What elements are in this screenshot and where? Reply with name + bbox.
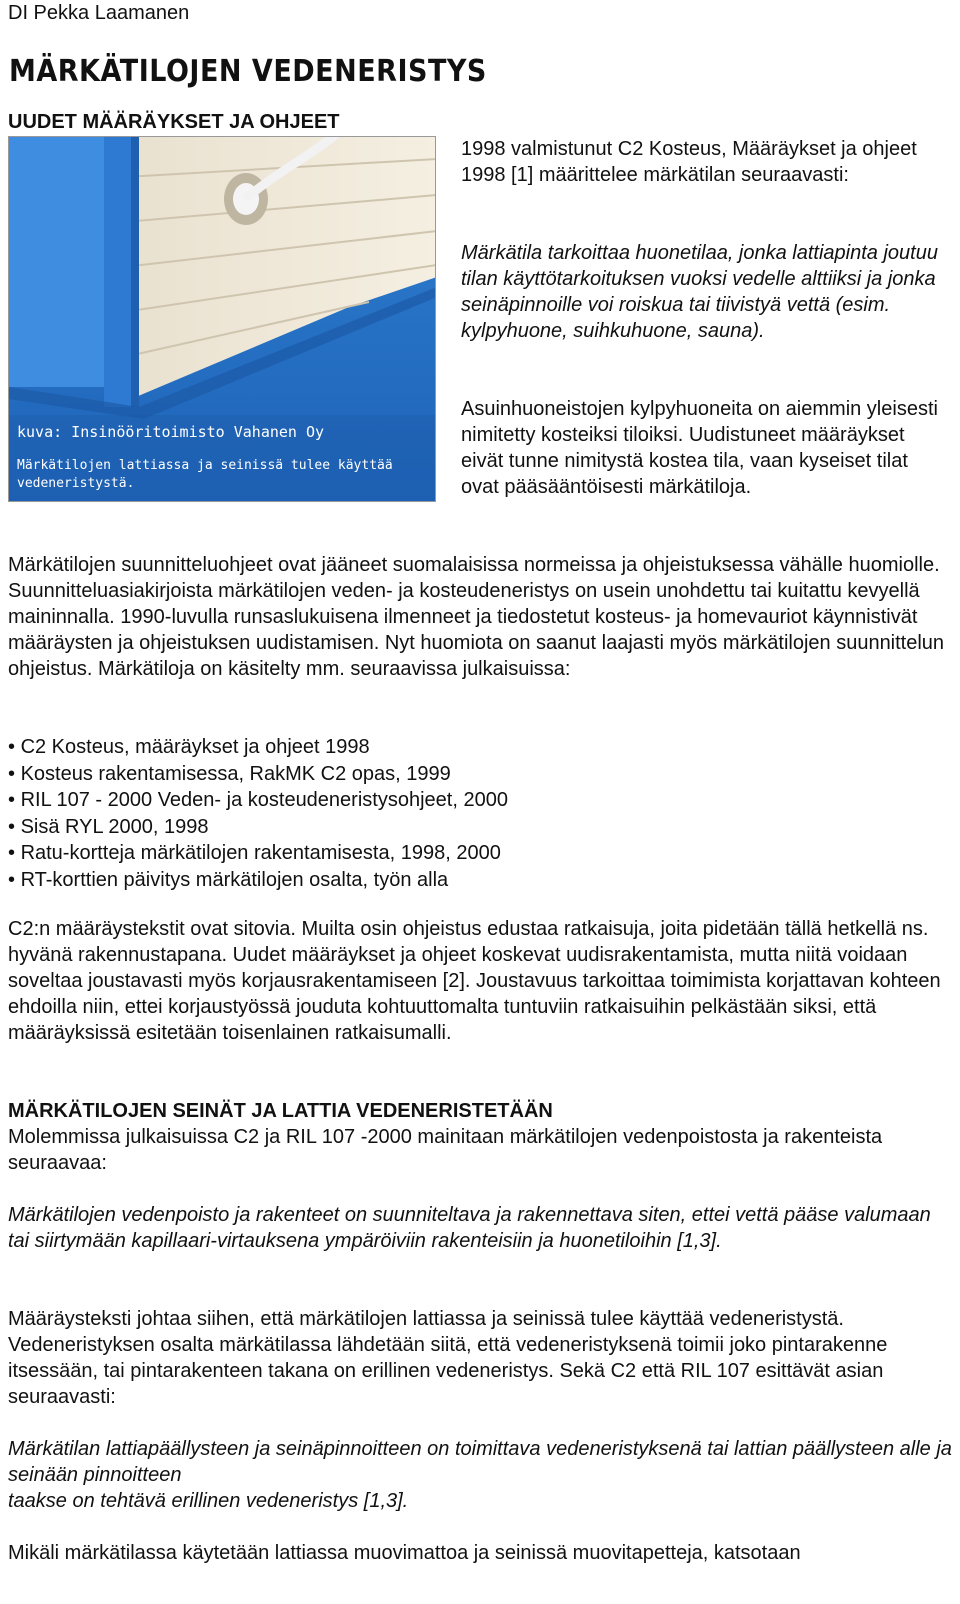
section-heading-walls-floor: MÄRKÄTILOJEN SEINÄT JA LATTIA VEDENERISTETÄÄN: [8, 1100, 553, 1122]
list-item: • C2 Kosteus, määräykset ja ohjeet 1998: [8, 734, 953, 761]
bathroom-photo: [8, 136, 436, 502]
list-item: • Ratu-kortteja märkätilojen rakentamisesta, 1998, 2000: [8, 840, 953, 867]
banner-title: MÄRKÄTILOJEN VEDENERISTYS: [9, 54, 487, 89]
list-item: • Sisä RYL 2000, 1998: [8, 814, 953, 841]
section2-intro: Molemmissa julkaisuissa C2 ja RIL 107 -2000 mainitaan märkätilojen vedenpoistosta ja rakenteista seuraavaa:: [8, 1126, 883, 1174]
intro-paragraph: 1998 valmistunut C2 Kosteus, Määräykset ja ohjeet 1998 [1] määrittelee märkätilan seuraavasti:: [461, 138, 917, 186]
body-paragraph-4: Mikäli märkätilassa käytetään lattiassa muovimattoa ja seinissä muovitapetteja, katsotaan: [8, 1542, 801, 1564]
body-paragraph-2: C2:n määräystekstit ovat sitovia. Muilta osin ohjeistus edustaa ratkaisuja, joita pidetään tällä hetkellä ns. hyvänä rakennustapana. Uudet määräykset ja ohjeet koskevat uudisrakentamista, mutta niitä voidaan soveltaa joustavasti myös korjausrakentamiseen [2]. Joustavuus tarkoittaa toimimista korjattavan kohteen ehdoilla niin, ettei korjaustyössä jouduta kohtuuttomalta tuntuviin ratkaisuihin pelkästään siksi, että määräyksissä esitetään toisenlainen ratkaisumalli.: [8, 918, 941, 1044]
quote-waterproofing: [8, 1436, 953, 1514]
quote-waterproofing-line-2: taakse on tehtävä erillinen vedeneristys [1,3].: [8, 1490, 409, 1512]
publications-list: [8, 734, 953, 894]
wet-room-definition: Märkätila tarkoittaa huonetilaa, jonka lattiapinta joutuu tilan käyttötarkoituksen vuoksi vedelle alttiiksi ja jonka seinäpinnoille voi roiskua tai tiivistyä vettä (esim. kylpyhuone, suihkuhuone, sauna).: [461, 242, 938, 342]
photo-caption-line-1: Märkätilojen lattiassa ja seinissä tulee käyttää: [17, 458, 393, 473]
terminology-note: Asuinhuoneistojen kylpyhuoneita on aiemmin yleisesti nimitetty kosteiksi tiloiksi. Uudistuneet määräykset eivät tunne nimitystä kostea tila, vaan kyseiset tilat ovat pääsääntöisesti märkätiloja.: [461, 398, 938, 498]
photo-caption-credit: kuva: Insinööritoimisto Vahanen Oy: [17, 423, 325, 441]
quote-drainage: Märkätilojen vedenpoisto ja rakenteet on suunniteltava ja rakennettava siten, ettei vettä pääse valumaan tai siirtymään kapillaari-virtauksena ympäröiviin rakenteisiin ja huonetiloihin [1,3].: [8, 1204, 931, 1252]
photo-caption-line-2: vedeneristystä.: [17, 476, 135, 491]
list-item: • Kosteus rakentamisessa, RakMK C2 opas, 1999: [8, 761, 953, 788]
list-item: • RT-korttien päivitys märkätilojen osalta, työn alla: [8, 867, 953, 894]
body-paragraph-1: Märkätilojen suunnitteluohjeet ovat jääneet suomalaisissa normeissa ja ohjeistuksessa vähälle huomiolle. Suunnitteluasiakirjoista märkätilojen veden- ja kosteudeneristys on usein unohdettu tai kuitattu kevyellä maininnalla. 1990-luvulla runsaslukuisena ilmenneet ja tiedostetut kosteus- ja homevauriot käynnistivät määräysten ja ohjeistuksen uudistamisen. Nyt huomiota on saanut laajasti myös märkätilojen suunnittelun ohjeistus. Märkätiloja on käsitelty mm. seuraavissa julkaisuissa:: [8, 554, 945, 680]
bathroom-photo-illustration: [9, 137, 436, 502]
quote-waterproofing-line-1: Märkätilan lattiapäällysteen ja seinäpinnoitteen on toimittava vedeneristyksenä tai lattian päällysteen alle ja seinään pinnoitteen: [8, 1438, 952, 1486]
body-paragraph-3: Määräysteksti johtaa siihen, että märkätilojen lattiassa ja seinissä tulee käyttää vedeneristystä. Vedeneristyksen osalta märkätilassa lähdetään siitä, että vedeneristyksenä toimii joko pintarakenne itsessään, tai pintarakenteen takana on erillinen vedeneristys. Sekä C2 että RIL 107 esittävät asian seuraavasti:: [8, 1308, 888, 1408]
list-item: • RIL 107 - 2000 Veden- ja kosteudeneristysohjeet, 2000: [8, 787, 953, 814]
section-heading-new-regulations: UUDET MÄÄRÄYKSET JA OHJEET: [8, 111, 340, 133]
author-name: DI Pekka Laamanen: [8, 2, 190, 24]
